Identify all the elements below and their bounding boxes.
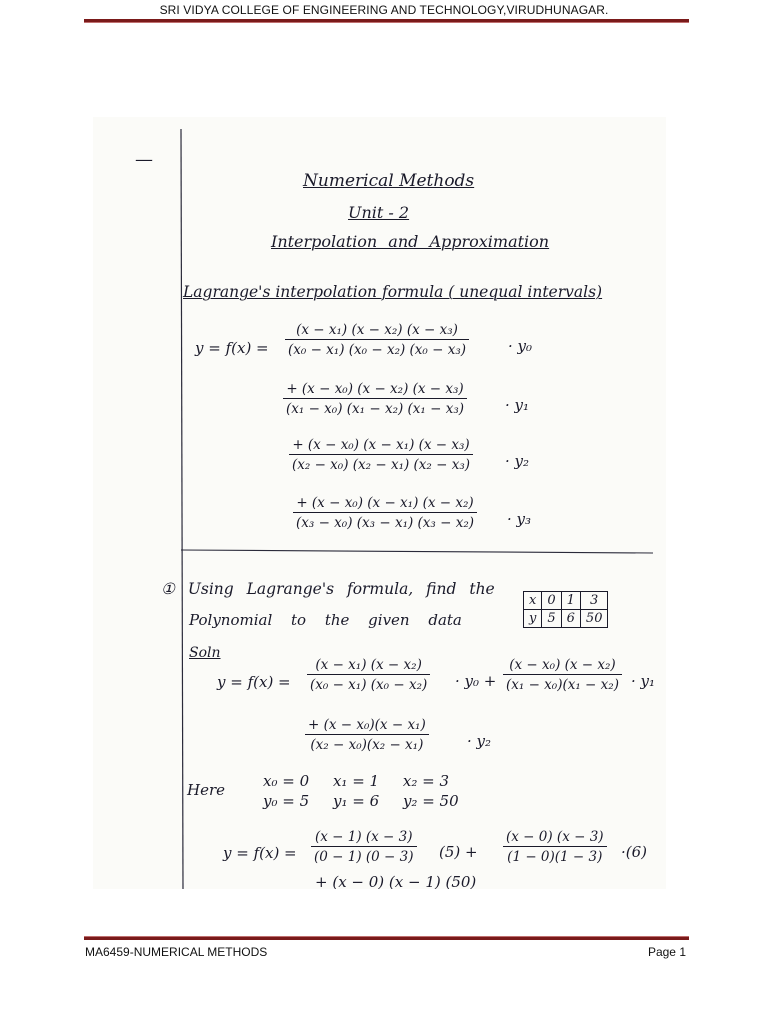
soln-label: Soln [189,645,221,661]
formula-term-2: $\frac{\text{+ (x − x₀) (x − x₁) (x − x₃)}}{\text{(x₂ − x₀) (x₂ − x₁) (x₂ − x₃)}}$ [289,437,473,473]
formula-term-1-y: · y₁ [505,396,530,414]
dash-mark: — [135,149,153,170]
problem-line-1: ① Using Lagrange's formula, find the [161,580,495,598]
section-heading: Lagrange's interpolation formula ( unequal intervals) [183,283,603,301]
substitution-term-0-y: (5) + [439,843,478,861]
page-header: SRI VIDYA COLLEGE OF ENGINEERING AND TECHNOLOGY,VIRUDHUNAGAR. [159,3,609,17]
footer-course: MA6459-NUMERICAL METHODS [85,945,268,959]
notes-title: Numerical Methods [303,171,475,191]
table-y-2: 50 [580,610,608,628]
notes-unit: Unit - 2 [348,203,410,222]
substitution-term-1: $\frac{(x - 0) (x - 3)}{(1 - 0)(1 - 3)}$ [503,829,607,865]
scanned-handwritten-page [93,117,666,889]
solution-term-0-y: · y₀ + [455,672,497,690]
formula-term-3-y: · y₃ [507,510,532,528]
solution-term-0: $\frac{\text{(x − x₁) (x − x₂)}}{\text{(x₀ − x₁) (x₀ − x₂)}}$ [307,657,430,693]
table-y-label: y [524,610,542,628]
problem-line-2: Polynomial to the given data [189,611,462,629]
footer-rule [84,936,689,940]
formula-term-0: $\frac{\text{(x − x₁) (x − x₂) (x − x₃)}}{\text{(x₀ − x₁) (x₀ − x₂) (x₀ − x₃)}}$ [285,322,469,358]
formula-term-2-y: · y₂ [505,452,530,470]
formula-term-1: $\frac{\text{+ (x − x₀) (x − x₂) (x − x₃)}}{\text{(x₁ − x₀) (x₁ − x₂) (x₁ − x₃)}}$ [283,381,467,417]
solution-term-2-y: · y₂ [467,732,492,750]
solution-term-1: $\frac{\text{(x − x₀) (x − x₂)}}{\text{(x₁ − x₀)(x₁ − x₂)}}$ [503,657,622,693]
substitution-term-1-y: ·(6) [621,843,648,861]
solution-term-2: $\frac{\text{+ (x − x₀)(x − x₁)}}{\text{(x₂ − x₀)(x₂ − x₁)}}$ [305,717,429,753]
table-y-0: 5 [542,610,561,628]
notes-topic: Interpolation and Approximation [271,232,550,251]
table-x-label: x [524,592,542,610]
substitution-lhs: y = f(x) = [223,844,297,862]
table-x-1: 1 [561,592,580,610]
solution-term-1-y: · y₁ [631,672,656,690]
table-y-1: 6 [561,610,580,628]
table-x-0: 0 [542,592,561,610]
solution-lhs: y = f(x) = [217,673,291,691]
formula-term-0-y: · y₀ [508,337,533,355]
data-table [523,591,608,628]
formula-lhs: y = f(x) = [195,339,269,357]
footer-page-number: Page 1 [647,945,686,959]
formula-term-3: $\frac{\text{+ (x − x₀) (x − x₁) (x − x₂)}}{\text{(x₃ − x₀) (x₃ − x₁) (x₃ − x₂)}}$ [293,495,477,531]
header-rule [84,19,689,23]
substitution-term-0: $\frac{(x - 1) (x - 3)}{(0 - 1) (0 - 3)}$ [311,829,417,865]
given-y-values: y₀ = 5 y₁ = 6 y₂ = 50 [263,792,459,810]
last-line-partial: + (x − 0) (x − 1) (50) [315,873,477,889]
given-x-values: x₀ = 0 x₁ = 1 x₂ = 3 [263,772,450,790]
table-x-2: 3 [580,592,608,610]
here-label: Here [187,781,226,799]
